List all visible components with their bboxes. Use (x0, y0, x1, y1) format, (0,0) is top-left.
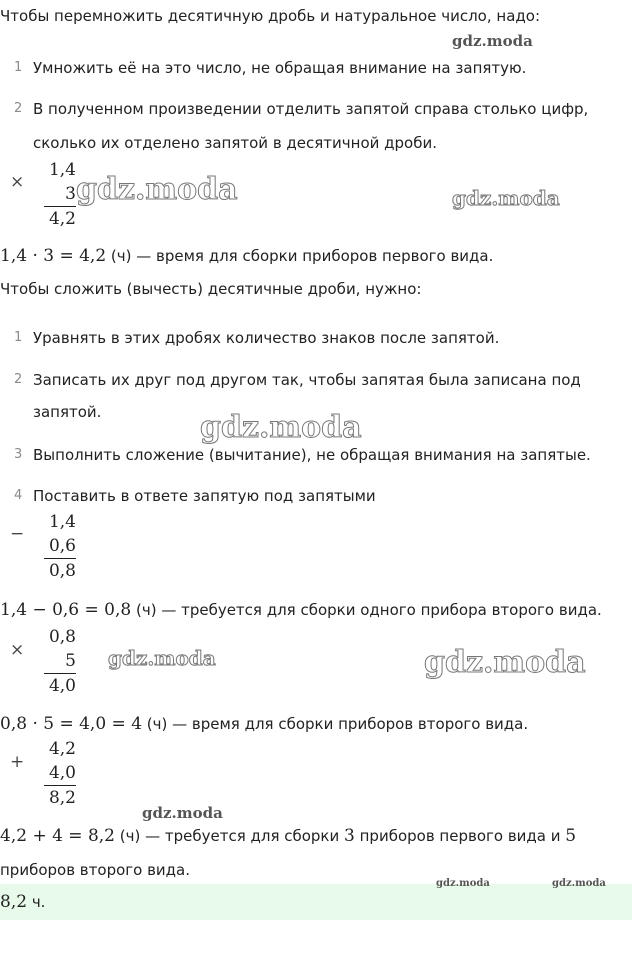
answer-box (0, 884, 632, 920)
operator-sign: + (10, 752, 25, 772)
step-number: 1 (14, 60, 23, 75)
step-number: 2 (14, 372, 23, 387)
result: 8,2 (48, 788, 76, 808)
operator-sign: − (10, 524, 25, 544)
step-number: 3 (14, 447, 23, 462)
operand-bottom: 4,0 (44, 761, 76, 786)
explanation: (ч) — требуется для сборки (115, 827, 345, 845)
watermark: gdz.moda (424, 645, 586, 680)
equation: 0,8 · 5 = 4,0 = 4 (0, 714, 143, 734)
count-first: 3 (344, 826, 355, 846)
result-line-3 (0, 714, 528, 734)
watermark: gdz.moda (108, 646, 216, 670)
watermark: gdz.moda (200, 410, 362, 445)
step-text: Выполнить сложение (вычитание), не обращая внимания на запятые. (33, 446, 591, 464)
count-second: 5 (565, 826, 577, 846)
watermark: gdz.moda (452, 32, 533, 50)
explanation: (ч) — время для сборки приборов первого вида. (106, 247, 494, 265)
answer (0, 892, 45, 912)
step-text: Уравнять в этих дробях количество знаков после запятой. (33, 329, 500, 347)
result-line-4 (0, 826, 576, 846)
result-line-2 (0, 600, 602, 620)
operator-sign: × (10, 172, 25, 192)
equation: 1,4 · 3 = 4,2 (0, 246, 107, 266)
explanation: (ч) — время для сборки приборов второго вида. (142, 715, 529, 733)
intro-add: Чтобы сложить (вычесть) десятичные дроби, нужно: (0, 280, 422, 298)
result-line-1 (0, 246, 493, 266)
equation: 4,2 + 4 = 8,2 (0, 826, 115, 846)
result: 0,8 (48, 561, 76, 581)
explanation: (ч) — требуется для сборки одного прибора второго вида. (131, 601, 602, 619)
operand-bottom: 0,6 (44, 534, 76, 559)
result: 4,2 (48, 209, 76, 229)
operand-top: 0,8 (48, 627, 76, 647)
operand-top: 1,4 (48, 160, 76, 180)
step-text: Умножить её на это число, не обращая внимание на запятую. (33, 59, 527, 77)
result-line-4-cont: приборов второго вида. (0, 861, 191, 879)
operand-top: 4,2 (48, 739, 76, 759)
watermark: gdz.moda (552, 878, 606, 889)
column-calculation (44, 737, 76, 810)
watermark: gdz.moda (452, 186, 560, 210)
step-number: 4 (14, 488, 23, 503)
answer-value: 8,2 (0, 892, 28, 912)
step-number: 2 (14, 101, 23, 116)
watermark: gdz.moda (436, 878, 490, 889)
step-text: Поставить в ответе запятую под запятыми (33, 487, 376, 505)
column-calculation (44, 510, 76, 583)
result: 4,0 (48, 676, 76, 696)
step-text: Записать их друг под другом так, чтобы запятая была записана под (33, 371, 581, 389)
explanation-cont: приборов первого вида и (354, 827, 566, 845)
column-calculation (44, 625, 76, 698)
operator-sign: × (10, 640, 25, 660)
column-calculation (44, 158, 76, 231)
equation: 1,4 − 0,6 = 0,8 (0, 600, 132, 620)
step-number: 1 (14, 330, 23, 345)
watermark: gdz.moda (142, 804, 223, 822)
intro-multiply: Чтобы перемножить десятичную дробь и натуральное число, надо: (0, 7, 540, 25)
step-text-cont: сколько их отделено запятой в десятичной дроби. (33, 134, 437, 152)
operand-bottom: 5 (44, 649, 76, 674)
step-text-cont: запятой. (33, 403, 102, 421)
watermark: gdz.moda (76, 172, 238, 207)
answer-unit: ч. (27, 893, 46, 911)
operand-top: 1,4 (48, 512, 76, 532)
step-text: В полученном произведении отделить запятой справа столько цифр, (33, 100, 589, 118)
operand-bottom: 3 (44, 182, 76, 207)
